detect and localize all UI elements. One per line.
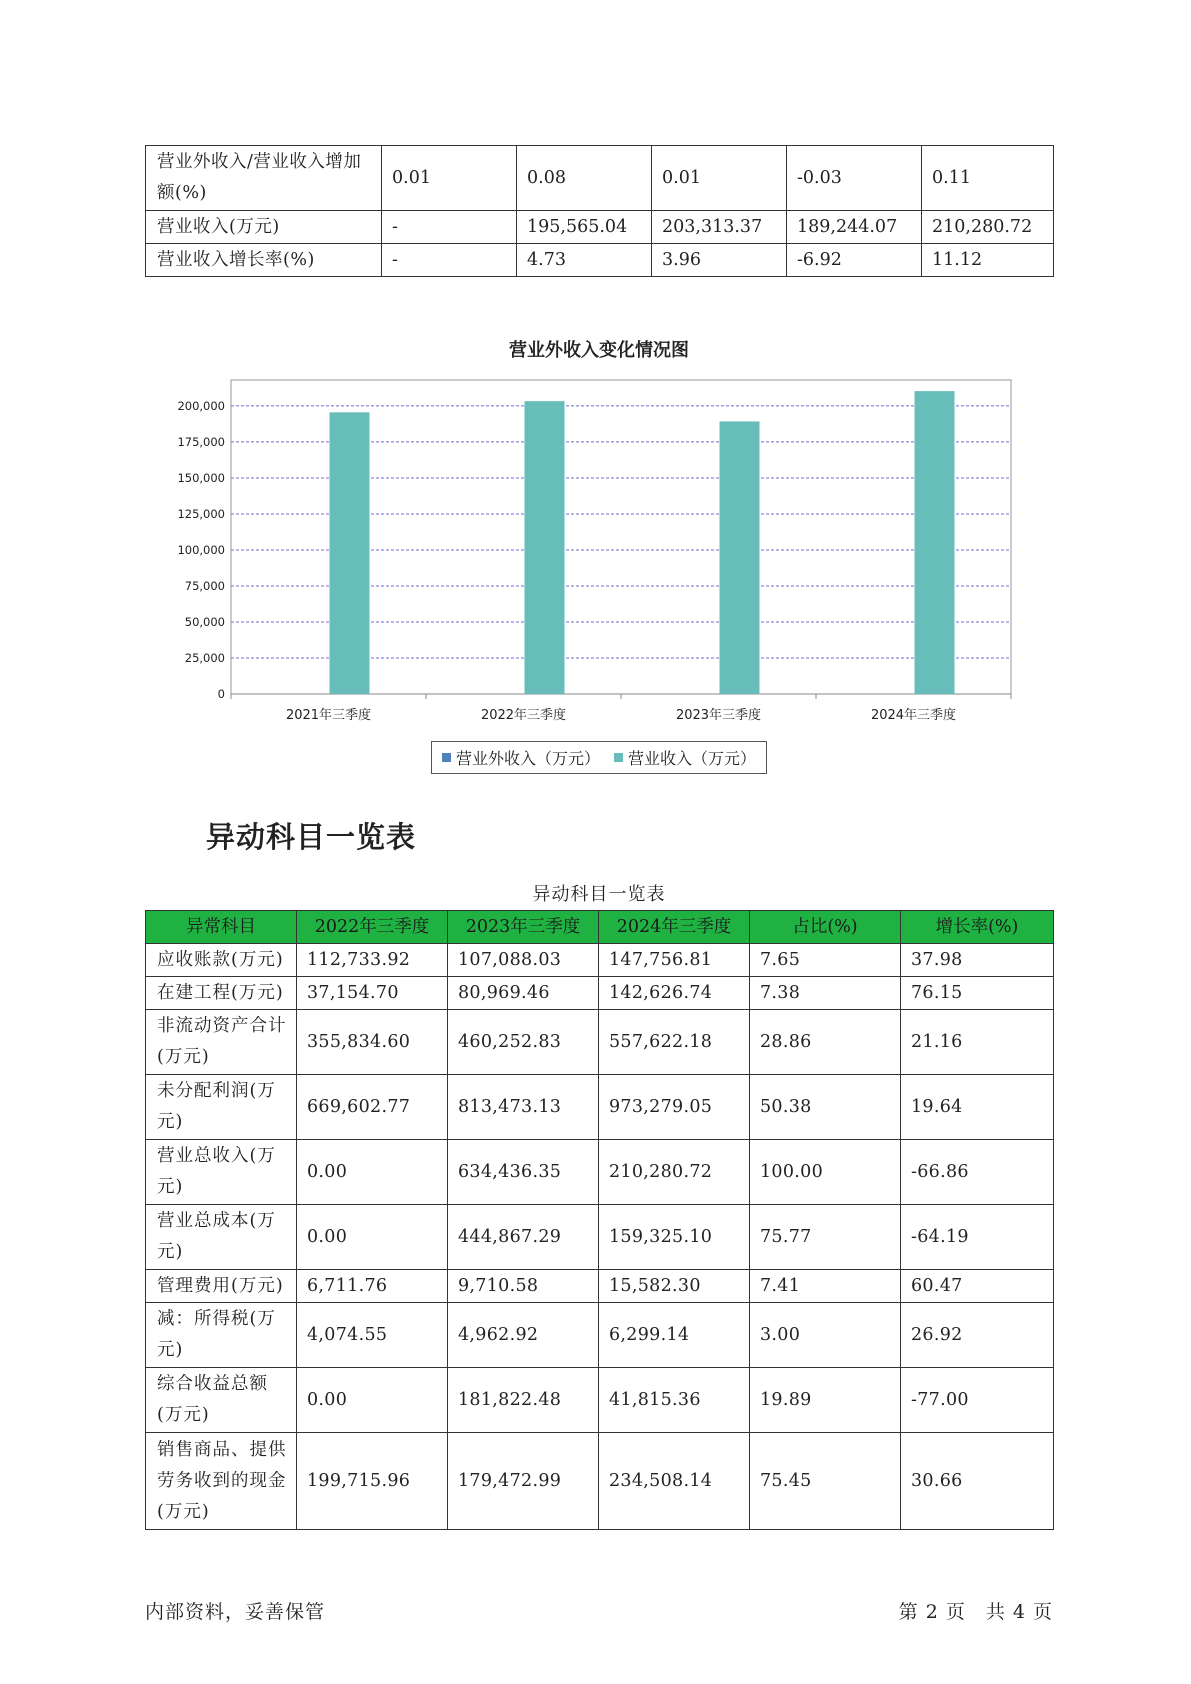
row-label: 管理费用(万元) (146, 1270, 297, 1303)
bar-series-2 (330, 412, 370, 694)
table-row (146, 1075, 1054, 1140)
table-row (146, 211, 1054, 244)
anomaly-table (145, 910, 1054, 1530)
table-cell: 28.86 (750, 1010, 901, 1075)
column-header: 异常科目 (146, 911, 297, 944)
table-cell: 210,280.72 (922, 211, 1054, 244)
legend-label: 营业外收入（万元） (456, 749, 601, 768)
table-cell: 234,508.14 (599, 1433, 750, 1530)
y-tick-label: 200,000 (177, 398, 225, 413)
row-label: 销售商品、提供劳务收到的现金(万元) (146, 1433, 297, 1530)
row-label: 在建工程(万元) (146, 977, 297, 1010)
legend-item (442, 746, 600, 769)
page-number: 第 2 页 共 4 页 (898, 1601, 1053, 1623)
table-cell: 4,074.55 (297, 1303, 448, 1368)
y-tick-label: 100,000 (177, 542, 225, 557)
table-cell: 0.00 (297, 1368, 448, 1433)
table-caption: 异动科目一览表 (532, 884, 666, 905)
table-cell: 7.38 (750, 977, 901, 1010)
table-cell: 11.12 (922, 244, 1054, 277)
section-heading: 异动科目一览表 (206, 820, 417, 854)
column-header: 2022年三季度 (297, 911, 448, 944)
table-cell: 203,313.37 (652, 211, 787, 244)
table-cell: 4,962.92 (448, 1303, 599, 1368)
table-cell: 80,969.46 (448, 977, 599, 1010)
table-row (146, 944, 1054, 977)
legend-swatch (442, 753, 451, 762)
legend-swatch (614, 753, 623, 762)
row-label: 营业外收入/营业收入增加额(%) (146, 146, 382, 211)
row-label: 营业收入(万元) (146, 211, 382, 244)
chart-legend (431, 741, 767, 774)
table-cell: - (382, 211, 517, 244)
y-tick-label: 75,000 (184, 578, 225, 593)
column-header: 2024年三季度 (599, 911, 750, 944)
table-cell: 37,154.70 (297, 977, 448, 1010)
table-cell: 30.66 (901, 1433, 1054, 1530)
table-row (146, 977, 1054, 1010)
table-header-row (146, 911, 1054, 944)
table-cell: 195,565.04 (517, 211, 652, 244)
row-label: 综合收益总额(万元) (146, 1368, 297, 1433)
table-cell: 4.73 (517, 244, 652, 277)
table-cell: 669,602.77 (297, 1075, 448, 1140)
row-label: 营业收入增长率(%) (146, 244, 382, 277)
table-cell: 0.11 (922, 146, 1054, 211)
column-header: 增长率(%) (901, 911, 1054, 944)
row-label: 减：所得税(万元) (146, 1303, 297, 1368)
anomaly-table-body (146, 944, 1054, 1530)
table-cell: 75.77 (750, 1205, 901, 1270)
row-label: 非流动资产合计(万元) (146, 1010, 297, 1075)
table-cell: 460,252.83 (448, 1010, 599, 1075)
table-row (146, 1205, 1054, 1270)
table-cell: 0.08 (517, 146, 652, 211)
table-cell: 6,299.14 (599, 1303, 750, 1368)
column-header: 2023年三季度 (448, 911, 599, 944)
table-cell: 199,715.96 (297, 1433, 448, 1530)
table-cell: 147,756.81 (599, 944, 750, 977)
table-cell: 973,279.05 (599, 1075, 750, 1140)
legend-item (614, 746, 756, 769)
revenue-table (145, 145, 1054, 277)
y-tick-label: 25,000 (184, 650, 225, 665)
table-cell: 75.45 (750, 1433, 901, 1530)
table-cell: 181,822.48 (448, 1368, 599, 1433)
table-row (146, 1140, 1054, 1205)
table-row (146, 1433, 1054, 1530)
row-label: 营业总收入(万元) (146, 1140, 297, 1205)
table-cell: 0.00 (297, 1205, 448, 1270)
table-cell: -6.92 (787, 244, 922, 277)
table-cell: 76.15 (901, 977, 1054, 1010)
table-cell: 0.00 (297, 1140, 448, 1205)
table-row (146, 244, 1054, 277)
table-cell: 189,244.07 (787, 211, 922, 244)
table-row (146, 1303, 1054, 1368)
table-row (146, 1270, 1054, 1303)
bar-chart (150, 370, 1020, 740)
row-label: 应收账款(万元) (146, 944, 297, 977)
y-tick-label: 0 (217, 687, 225, 701)
y-tick-label: 150,000 (177, 470, 225, 485)
table-cell: 19.64 (901, 1075, 1054, 1140)
table-cell: 26.92 (901, 1303, 1054, 1368)
table-cell: 444,867.29 (448, 1205, 599, 1270)
table-cell: 60.47 (901, 1270, 1054, 1303)
table-cell: 112,733.92 (297, 944, 448, 977)
table-cell: 813,473.13 (448, 1075, 599, 1140)
table-cell: -0.03 (787, 146, 922, 211)
bar-series-2 (525, 401, 565, 694)
table-cell: 634,436.35 (448, 1140, 599, 1205)
legend-label: 营业收入（万元） (628, 749, 757, 768)
x-tick-label: 2024年三季度 (870, 708, 957, 723)
table-cell: 7.41 (750, 1270, 901, 1303)
y-tick-label: 50,000 (184, 614, 225, 629)
column-header: 占比(%) (750, 911, 901, 944)
table-cell: -64.19 (901, 1205, 1054, 1270)
x-tick-label: 2021年三季度 (285, 708, 372, 723)
table-cell: 41,815.36 (599, 1368, 750, 1433)
table-cell: 100.00 (750, 1140, 901, 1205)
y-tick-label: 125,000 (177, 506, 225, 521)
table-row (146, 146, 1054, 211)
x-tick-label: 2023年三季度 (675, 708, 762, 723)
table-cell: 3.00 (750, 1303, 901, 1368)
table-cell: 3.96 (652, 244, 787, 277)
table-cell: 210,280.72 (599, 1140, 750, 1205)
table-cell: 159,325.10 (599, 1205, 750, 1270)
table-cell: -66.86 (901, 1140, 1054, 1205)
table-row (146, 1368, 1054, 1433)
table-cell: 19.89 (750, 1368, 901, 1433)
table-cell: 557,622.18 (599, 1010, 750, 1075)
row-label: 未分配利润(万元) (146, 1075, 297, 1140)
chart-title: 营业外收入变化情况图 (509, 340, 689, 361)
table-cell: 0.01 (382, 146, 517, 211)
table-cell: 0.01 (652, 146, 787, 211)
table-cell: 50.38 (750, 1075, 901, 1140)
table-cell: -77.00 (901, 1368, 1054, 1433)
table-cell: 7.65 (750, 944, 901, 977)
table-row (146, 1010, 1054, 1075)
table-cell: 107,088.03 (448, 944, 599, 977)
y-tick-label: 175,000 (177, 434, 225, 449)
table-cell: 142,626.74 (599, 977, 750, 1010)
table-cell: 9,710.58 (448, 1270, 599, 1303)
bar-series-2 (720, 421, 760, 694)
x-tick-label: 2022年三季度 (480, 708, 567, 723)
table-cell: 15,582.30 (599, 1270, 750, 1303)
table-cell: 37.98 (901, 944, 1054, 977)
table-cell: 6,711.76 (297, 1270, 448, 1303)
table-cell: 179,472.99 (448, 1433, 599, 1530)
table-cell: - (382, 244, 517, 277)
row-label: 营业总成本(万元) (146, 1205, 297, 1270)
table-cell: 21.16 (901, 1010, 1054, 1075)
table-cell: 355,834.60 (297, 1010, 448, 1075)
bar-series-2 (915, 391, 955, 694)
footer-note: 内部资料，妥善保管 (145, 1601, 326, 1623)
